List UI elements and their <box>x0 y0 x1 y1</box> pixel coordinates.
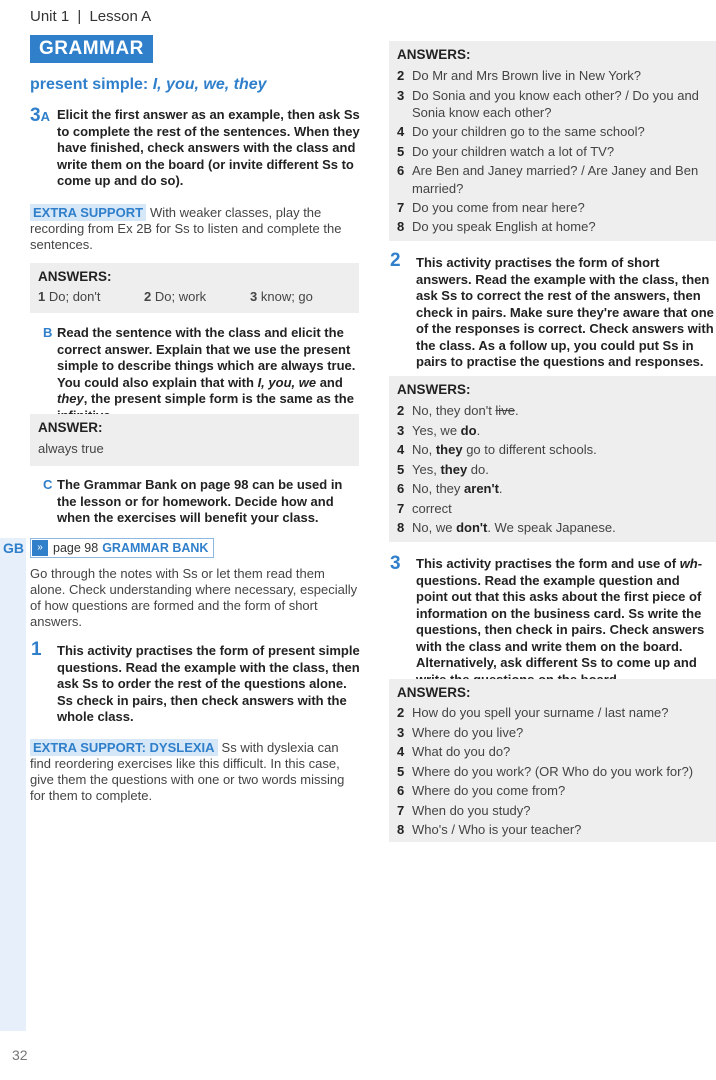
subtitle-prefix: present simple: <box>30 76 153 93</box>
answer-number: 3 <box>397 87 405 103</box>
answer-number: 6 <box>397 783 405 798</box>
answer-item <box>397 440 616 460</box>
gb-exercise-3-number: 3 <box>390 553 401 574</box>
answer-post: go to different schools. <box>462 442 597 457</box>
answer-number: 3 <box>397 724 405 740</box>
exercise-3b-text <box>57 325 362 424</box>
answer-bold: aren't <box>464 481 499 496</box>
answer-item <box>250 289 313 304</box>
answer-text: When do you study? <box>412 802 531 818</box>
answer-title: ANSWER: <box>38 420 103 435</box>
answer-item <box>144 289 206 304</box>
answers-list <box>397 401 616 538</box>
answer-text: Do your children go to the same school? <box>412 124 645 139</box>
answer-item <box>397 198 699 218</box>
answer-text: Do; work <box>154 289 207 304</box>
gb-exercise-1-number: 1 <box>31 639 42 660</box>
answer-pre: correct <box>412 500 452 516</box>
answer-pre: No, they don't <box>412 403 496 418</box>
answer-number: 2 <box>397 403 405 418</box>
gb-exercise-2-text: This activity practises the form of short answers. Read the example with the class, then ask Ss to correct the rest of the answers, then check in pairs. Make sure they're aware that one of the responses is correct. Check answers with the class. As a follow up, you could put Ss in pairs to practise the questions and responses. <box>416 255 714 369</box>
answer-number: 5 <box>397 763 405 779</box>
grammar-bank-label: GB <box>3 540 24 556</box>
answer-text: How do you spell your surname / last name? <box>412 705 669 720</box>
exercise-3a-marker <box>30 105 50 127</box>
answer-text: Where do you come from? <box>412 783 566 798</box>
section-tab-grammar: GRAMMAR <box>30 35 153 63</box>
unit-label: Unit 1 <box>30 8 70 25</box>
answers-box-gb2 <box>389 376 716 542</box>
answer-item <box>397 781 693 801</box>
answer-number: 1 <box>38 289 46 304</box>
grammar-bank-link[interactable] <box>30 538 214 558</box>
answer-item <box>397 499 616 519</box>
answer-text: Do your children watch a lot of TV? <box>412 143 615 159</box>
answer-item-continued <box>397 105 699 122</box>
answer-number: 3 <box>397 422 405 438</box>
answers-list <box>397 703 693 840</box>
exercise-letter: A <box>40 109 50 124</box>
text-part: Read the sentence with the class and elicit the correct answer. Explain that we use the present simple to describe things which are always true. You could also explain that with <box>57 325 356 390</box>
text-part: questions. Read the example question and point out that this asks about the first piece of information on the business card. Ss write the questions, then check in pairs. Check answers with the class and write them on the board. Alternatively, ask different Ss to come up and <box>416 572 705 670</box>
answers-box-3a <box>30 263 359 313</box>
answer-number: 6 <box>397 163 405 178</box>
answer-number: 7 <box>397 802 405 818</box>
answer-number: 7 <box>397 500 405 516</box>
answer-number: 4 <box>397 124 405 139</box>
subtitle-pronouns: I, you, we, they <box>152 76 267 93</box>
extra-support-label: EXTRA SUPPORT: DYSLEXIA <box>30 739 218 756</box>
exercise-3b-letter: B <box>43 325 53 340</box>
exercise-number: 3 <box>30 105 41 126</box>
answers-title: ANSWERS: <box>397 47 471 62</box>
answer-post: . <box>476 422 481 438</box>
answer-number: 2 <box>397 705 405 720</box>
answer-box-3b <box>30 414 359 466</box>
answer-item <box>397 460 616 480</box>
answer-item <box>397 762 693 782</box>
answer-item <box>397 142 699 162</box>
answer-pre: No, we <box>412 520 457 535</box>
answer-number: 4 <box>397 744 405 759</box>
answer-item <box>397 401 616 421</box>
header-separator: | <box>77 8 82 25</box>
fast-forward-icon: » <box>32 540 48 556</box>
text-part: This activity practises the form and use of <box>416 556 680 571</box>
answer-pre: No, they <box>412 481 465 496</box>
answer-pre: Yes, we <box>412 422 461 438</box>
answer-post: . <box>514 403 519 418</box>
answer-number: 8 <box>397 219 405 234</box>
answer-text: Do Sonia and you know each other? / Do you and <box>412 87 699 103</box>
grammar-bank-page: page 98 <box>53 541 99 555</box>
answer-number: 6 <box>397 481 405 496</box>
answer-post: . <box>498 481 503 496</box>
answer-number: 2 <box>397 68 405 83</box>
answers-list <box>397 66 699 237</box>
grammar-bank-stripe <box>0 538 26 1031</box>
gb-exercise-3-text <box>416 556 714 688</box>
answer-bold: don't <box>456 520 488 535</box>
answer-item <box>397 820 693 840</box>
answer-text: Do you come from near here? <box>412 199 585 215</box>
wh-italic: wh- <box>679 556 703 571</box>
answer-item <box>397 742 693 762</box>
answer-post: do. <box>467 461 489 477</box>
answer-item <box>397 421 616 441</box>
answer-item-continued <box>397 181 699 198</box>
pronouns-italic: I, you, we <box>257 374 317 390</box>
answer-number: 7 <box>397 199 405 215</box>
answer-number: 5 <box>397 461 405 477</box>
answer-item <box>397 723 693 743</box>
answer-text: Do; don't <box>48 289 101 304</box>
answer-pre: No, <box>412 442 436 457</box>
extra-support-text: Ss with dyslexia can find reordering exercises like this difficult. In this case, give them the questions with one or two words missing for them to complete. <box>30 740 345 803</box>
answer-bold: they <box>440 461 468 477</box>
answer-item <box>397 122 699 142</box>
answer-text: What do you do? <box>412 744 511 759</box>
answers-title: ANSWERS: <box>397 685 471 700</box>
answer-text: always true <box>38 441 104 456</box>
answer-item <box>38 289 101 304</box>
answer-number: 4 <box>397 442 405 457</box>
answer-item <box>397 518 616 538</box>
text-part: , the present simple form is the same as the <box>83 391 354 406</box>
exercise-3c-text: The Grammar Bank on page 98 can be used in the lesson or for homework. Decide how and when the exercises will benefit your class. <box>57 477 343 525</box>
answer-text: married? <box>412 180 464 196</box>
grammar-bank-intro: Go through the notes with Ss or let them read them alone. Check understanding where necessary, especially of how questions are formed and the form of short answers. <box>30 566 358 629</box>
answer-item <box>397 703 693 723</box>
answers-title: ANSWERS: <box>397 382 471 397</box>
answer-text: Do Mr and Mrs Brown live in New York? <box>412 68 642 83</box>
answer-text: Who's / Who is your teacher? <box>412 822 582 837</box>
extra-support-dyslexia-note <box>30 740 360 804</box>
answer-item <box>397 217 699 237</box>
answer-number: 8 <box>397 520 405 535</box>
answer-text: know; go <box>260 289 313 304</box>
answer-post: . We speak Japanese. <box>487 520 616 535</box>
answers-title: ANSWERS: <box>38 269 112 284</box>
answer-item <box>397 86 699 106</box>
extra-support-text: With weaker classes, play the recording from Ex 2B for Ss to listen and complete the sentences. <box>30 205 342 252</box>
section-subtitle <box>30 76 267 94</box>
lesson-label: Lesson A <box>89 8 152 25</box>
answer-bold: do <box>460 422 477 438</box>
answers-box-gb3 <box>389 679 716 842</box>
answers-box-gb1 <box>389 41 716 241</box>
answer-item <box>397 161 699 181</box>
extra-support-label: EXTRA SUPPORT <box>30 204 146 221</box>
answer-text: Are Ben and Janey married? / Are Janey and Ben <box>412 163 699 178</box>
answer-number: 5 <box>397 143 405 159</box>
answer-text: Sonia know each other? <box>412 105 552 120</box>
answer-item <box>397 801 693 821</box>
grammar-bank-title: GRAMMAR BANK <box>102 541 209 555</box>
exercise-3a-text: Elicit the first answer as an example, then ask Ss to complete the rest of the sentences. When they have finished, check answers with the class and write them on the board (or invite different Ss to come up and do so). <box>57 107 360 188</box>
exercise-3c-letter: C <box>43 477 53 492</box>
answer-text: Where do you work? (OR Who do you work for?) <box>412 763 694 779</box>
extra-support-note <box>30 205 360 253</box>
answer-number: 2 <box>144 289 152 304</box>
page-number: 32 <box>12 1047 28 1063</box>
answer-text: Do you speak English at home? <box>412 219 596 234</box>
answer-text: Where do you live? <box>412 724 524 740</box>
answer-pre: Yes, <box>412 461 441 477</box>
answer-number: 3 <box>250 289 258 304</box>
unit-lesson-header <box>30 8 151 25</box>
pronouns-italic: they <box>57 391 84 406</box>
text-part: and <box>316 374 343 390</box>
gb-exercise-2-number: 2 <box>390 250 401 271</box>
answer-bold: they <box>435 442 463 457</box>
answer-number: 8 <box>397 822 405 837</box>
answer-strikethrough: live <box>495 403 515 418</box>
answer-item <box>397 66 699 86</box>
answer-item <box>397 479 616 499</box>
gb-exercise-1-text: This activity practises the form of present simple questions. Read the example with the class, then ask Ss to order the rest of the questions alone. Ss check in pairs, then check answers with the whole class. <box>57 643 360 724</box>
